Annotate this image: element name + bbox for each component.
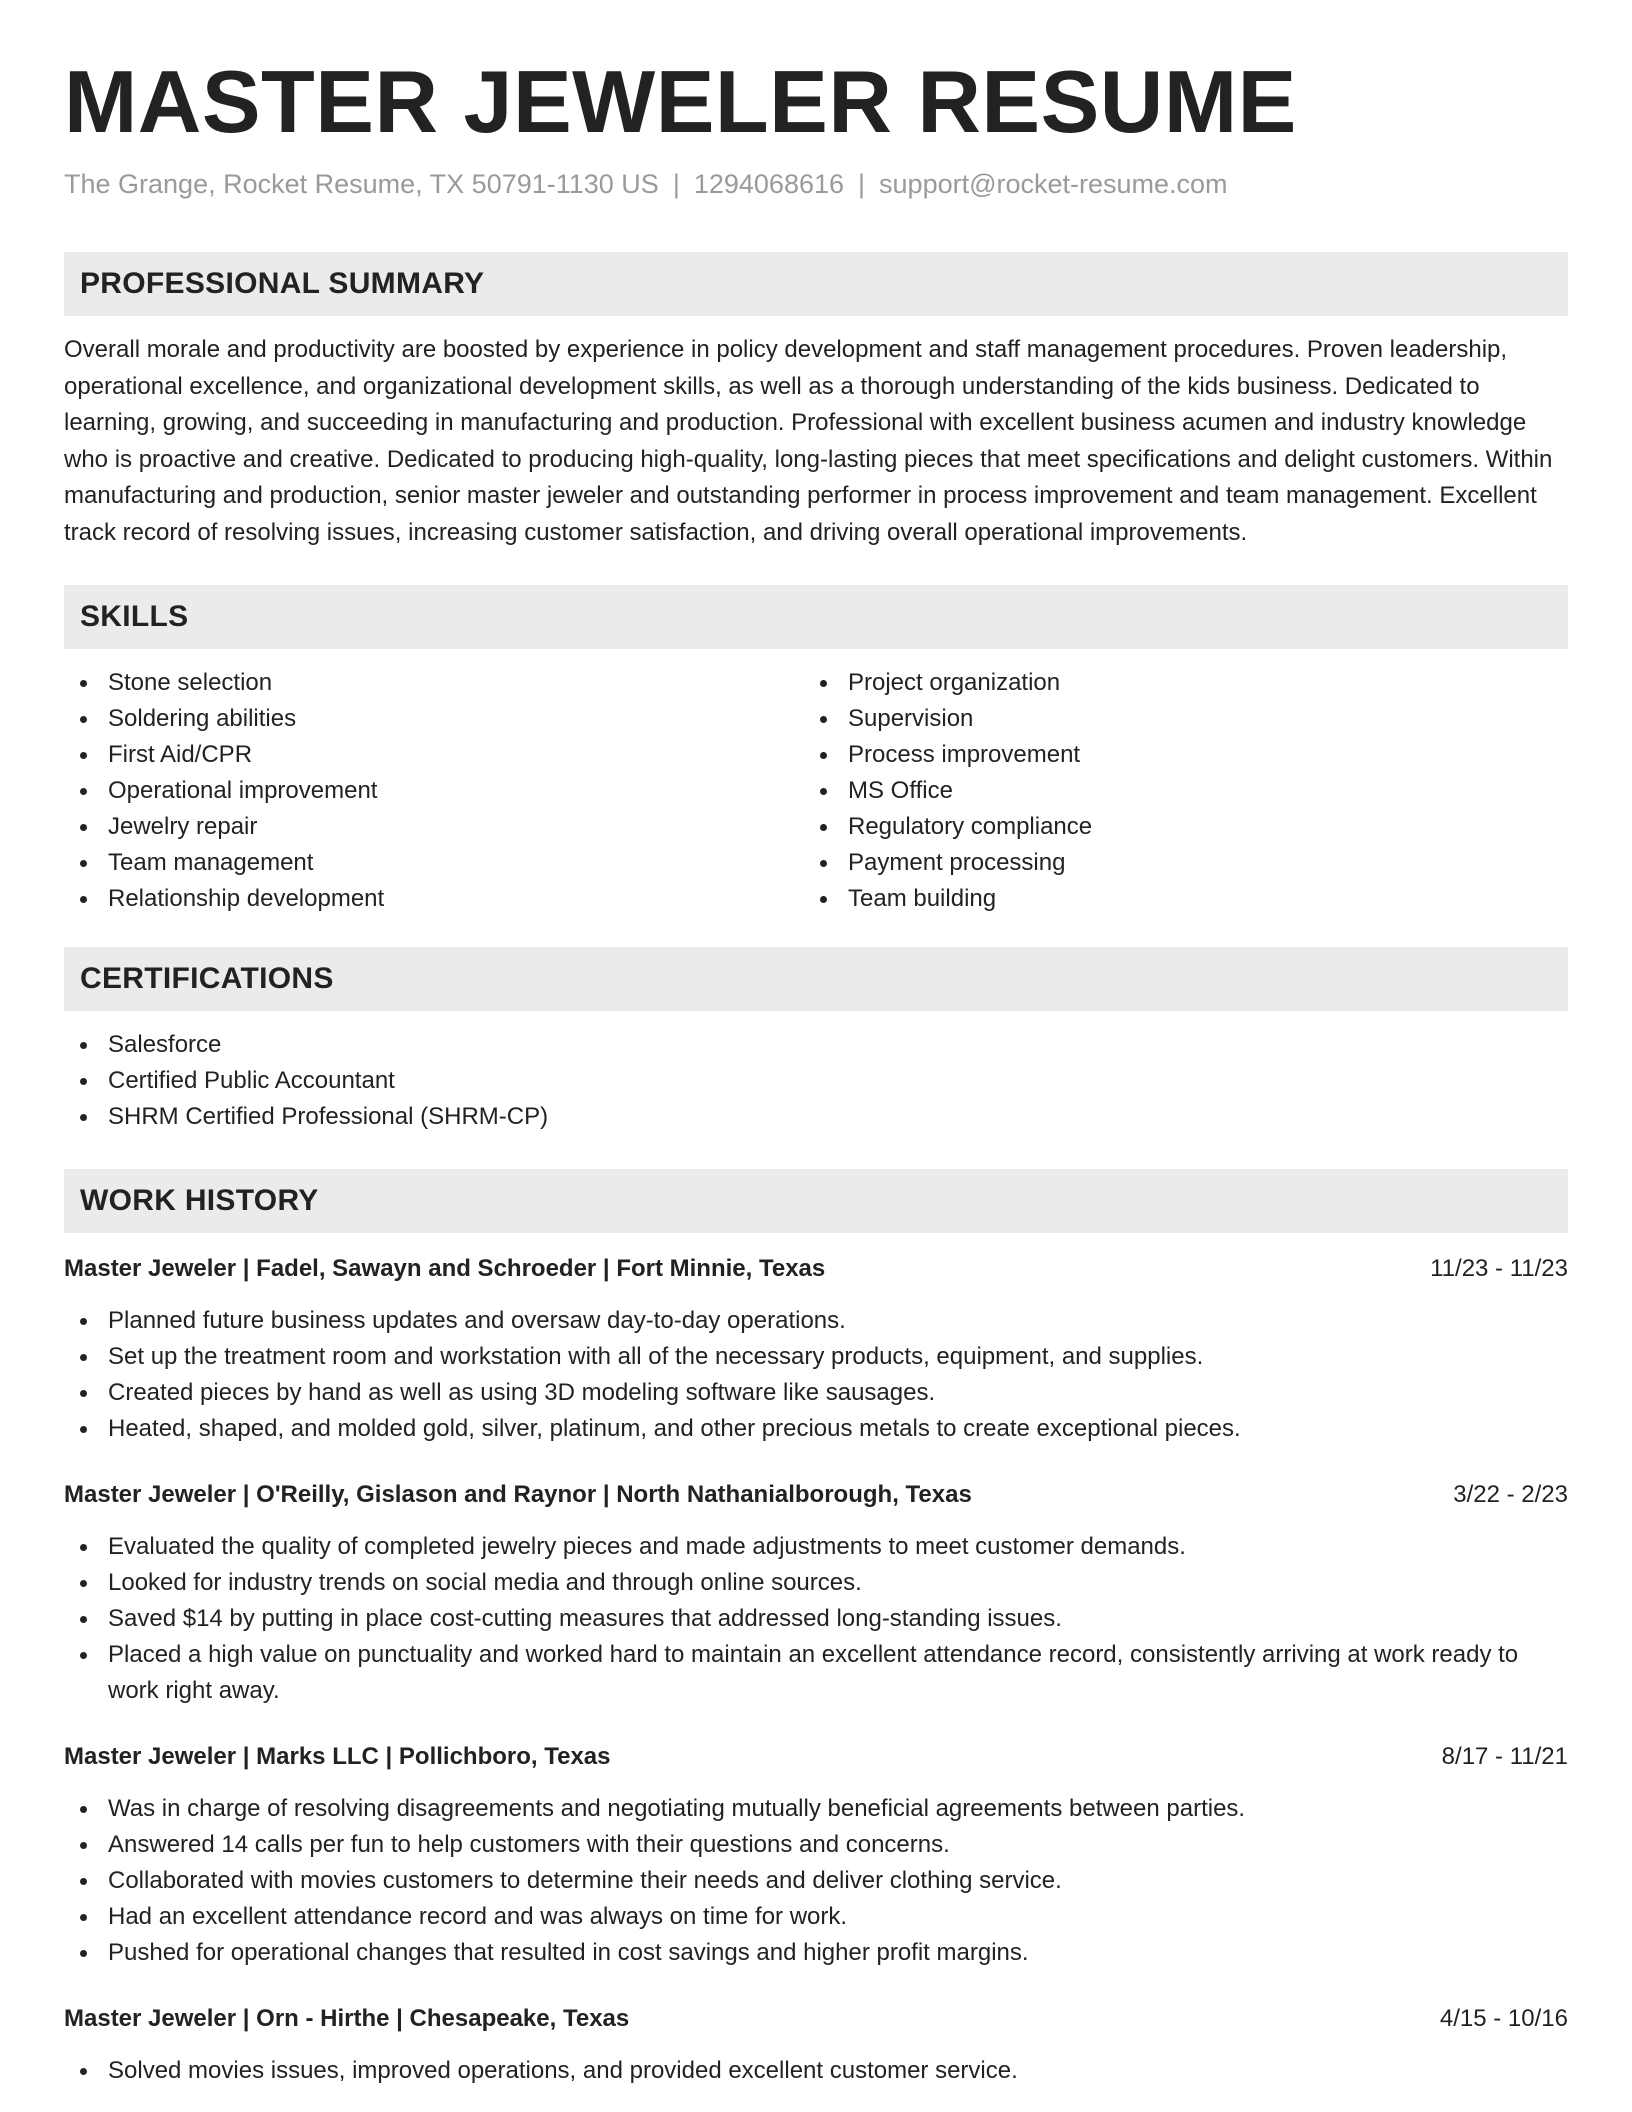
- section-title-summary: PROFESSIONAL SUMMARY: [64, 252, 1568, 316]
- job-entry: [64, 1477, 1568, 1709]
- certification-item: SHRM Certified Professional (SHRM-CP): [64, 1099, 1568, 1135]
- certifications-list: [64, 1027, 1568, 1135]
- skill-item: Payment processing: [804, 845, 1544, 881]
- job-dates: 11/23 - 11/23: [1430, 1255, 1568, 1282]
- job-bullet: Was in charge of resolving disagreements and negotiating mutually beneficial agreements between parties.: [64, 1791, 1568, 1827]
- job-header: [64, 1477, 1568, 1513]
- contact-email: support@rocket-resume.com: [879, 169, 1228, 199]
- skills-section: [64, 585, 1568, 917]
- resume-title: MASTER JEWELER RESUME: [64, 52, 1297, 151]
- summary-text: Overall morale and productivity are boosted by experience in policy development and staff management procedures. Proven leadership, operational excellence, and organizational development skills, as well as a thorough understanding of the kids business. Dedicated to learning, growing, and succeeding in manufacturing and production. Professional with excellent business acumen and industry knowledge who is proactive and creative. Dedicated to producing high-quality, long-lasting pieces that meet specifications and delight customers. Within manufacturing and production, senior master jeweler and outstanding performer in process improvement and team management. Excellent track record of resolving issues, increasing customer satisfaction, and driving overall operational improvements.: [64, 336, 1553, 546]
- skill-item: Operational improvement: [64, 773, 804, 809]
- job-bullet: Solved movies issues, improved operations, and provided excellent customer service.: [64, 2053, 1568, 2089]
- job-bullets: [64, 2053, 1568, 2089]
- job-dates: 3/22 - 2/23: [1453, 1481, 1568, 1508]
- job-bullet: Planned future business updates and oversaw day-to-day operations.: [64, 1303, 1568, 1339]
- job-header: [64, 1251, 1568, 1287]
- contact-address: The Grange, Rocket Resume, TX 50791-1130 US: [64, 169, 659, 199]
- skills-list-right: [804, 665, 1544, 917]
- job-heading: Master Jeweler | Marks LLC | Pollichboro, Texas: [64, 1743, 611, 1770]
- job-heading: Master Jeweler | O'Reilly, Gislason and Raynor | North Nathanialborough, Texas: [64, 1481, 972, 1508]
- job-entry: [64, 2001, 1568, 2089]
- contact-separator: |: [672, 169, 680, 199]
- skill-item: MS Office: [804, 773, 1544, 809]
- job-entry: [64, 1251, 1568, 1447]
- certification-item: Certified Public Accountant: [64, 1063, 1568, 1099]
- contact-separator: |: [858, 169, 866, 199]
- job-header: [64, 2001, 1568, 2037]
- job-header: [64, 1739, 1568, 1775]
- skill-item: Stone selection: [64, 665, 804, 701]
- skill-item: Soldering abilities: [64, 701, 804, 737]
- job-heading: Master Jeweler | Orn - Hirthe | Chesapeake, Texas: [64, 2005, 630, 2032]
- section-title-skills: SKILLS: [64, 585, 1568, 649]
- job-bullet: Created pieces by hand as well as using 3D modeling software like sausages.: [64, 1375, 1568, 1411]
- job-bullet: Pushed for operational changes that resulted in cost savings and higher profit margins.: [64, 1935, 1568, 1971]
- certification-item: Salesforce: [64, 1027, 1568, 1063]
- job-bullet: Evaluated the quality of completed jewelry pieces and made adjustments to meet customer demands.: [64, 1529, 1568, 1565]
- job-bullets: [64, 1791, 1568, 1971]
- skill-item: Process improvement: [804, 737, 1544, 773]
- job-bullet: Placed a high value on punctuality and worked hard to maintain an excellent attendance record, consistently arriving at work ready to work right away.: [64, 1637, 1568, 1709]
- job-dates: 4/15 - 10/16: [1439, 2005, 1568, 2032]
- skill-item: Jewelry repair: [64, 809, 804, 845]
- job-bullet: Had an excellent attendance record and was always on time for work.: [64, 1899, 1568, 1935]
- skills-list-left: [64, 665, 804, 917]
- skill-item: Team building: [804, 881, 1544, 917]
- contact-line: [64, 166, 1568, 202]
- certifications-section: [64, 947, 1568, 1135]
- job-heading: Master Jeweler | Fadel, Sawayn and Schroeder | Fort Minnie, Texas: [64, 1255, 826, 1282]
- skill-item: First Aid/CPR: [64, 737, 804, 773]
- skill-item: Relationship development: [64, 881, 804, 917]
- job-bullet: Collaborated with movies customers to determine their needs and deliver clothing service.: [64, 1863, 1568, 1899]
- skills-column-left: [64, 649, 804, 917]
- job-bullets: [64, 1303, 1568, 1447]
- job-bullet: Looked for industry trends on social media and through online sources.: [64, 1565, 1568, 1601]
- summary-section: [64, 252, 1568, 551]
- job-bullet: Answered 14 calls per fun to help customers with their questions and concerns.: [64, 1827, 1568, 1863]
- skill-item: Supervision: [804, 701, 1544, 737]
- skill-item: Team management: [64, 845, 804, 881]
- skill-item: Project organization: [804, 665, 1544, 701]
- job-bullet: Saved $14 by putting in place cost-cutting measures that addressed long-standing issues.: [64, 1601, 1568, 1637]
- skill-item: Regulatory compliance: [804, 809, 1544, 845]
- section-title-certifications: CERTIFICATIONS: [64, 947, 1568, 1011]
- contact-phone: 1294068616: [693, 169, 845, 199]
- skills-column-right: [804, 649, 1544, 917]
- job-bullet: Set up the treatment room and workstation with all of the necessary products, equipment, and supplies.: [64, 1339, 1568, 1375]
- job-bullet: Heated, shaped, and molded gold, silver, platinum, and other precious metals to create exceptional pieces.: [64, 1411, 1568, 1447]
- work-history-section: [64, 1169, 1568, 2089]
- job-entry: [64, 1739, 1568, 1971]
- section-title-work-history: WORK HISTORY: [64, 1169, 1568, 1233]
- job-dates: 8/17 - 11/21: [1441, 1743, 1568, 1770]
- skills-grid: [64, 649, 1568, 917]
- job-bullets: [64, 1529, 1568, 1709]
